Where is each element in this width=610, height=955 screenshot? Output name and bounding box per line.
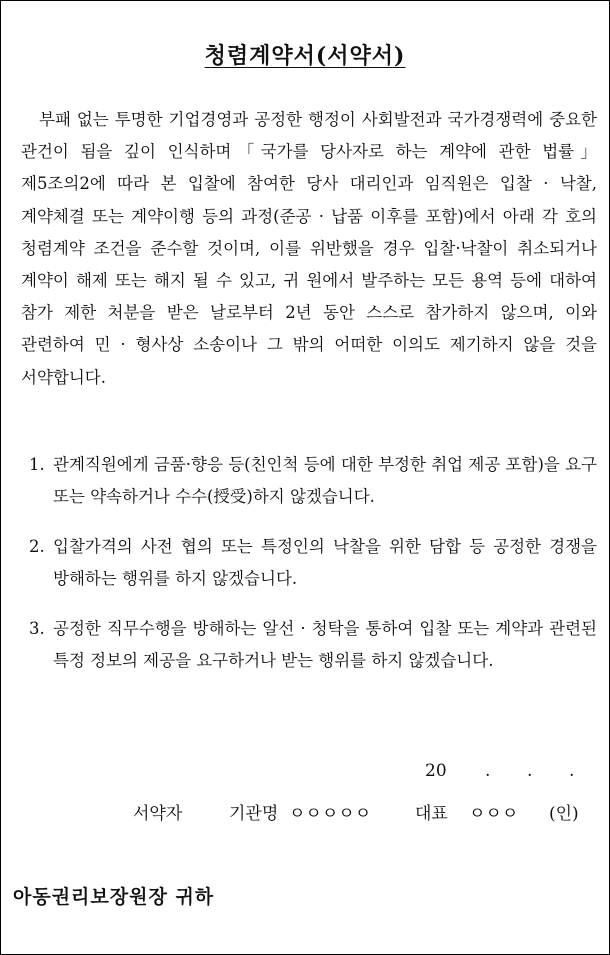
pledge-item-text: 입찰가격의 사전 협의 또는 특정인의 낙찰을 위한 담합 등 공정한 경쟁을 방해하는 행위를 하지 않겠습니다.: [53, 537, 597, 588]
pledge-item-1: [29, 449, 597, 513]
pledge-item-text: 공정한 직무수행을 방해하는 알선 · 청탁을 통하여 입찰 또는 계약과 관련된 특정 정보의 제공을 요구하거나 받는 행위를 하지 않겠습니다.: [53, 619, 597, 670]
date-separator: .: [569, 761, 575, 781]
pledge-item-2: [29, 531, 597, 595]
pledge-item-3: [29, 613, 597, 677]
signer-label: 서약자: [133, 804, 183, 824]
date-year: 20: [425, 761, 447, 781]
date-line: [425, 761, 610, 781]
date-separator: .: [485, 761, 491, 781]
pledge-item-number: 3.: [29, 619, 45, 638]
signer-line: [133, 799, 597, 824]
intro-paragraph: 부패 없는 투명한 기업경영과 공정한 행정이 사회발전과 국가경쟁력에 중요한 관건이 됨을 깊이 인식하며「국가를 당사자로 하는 계약에 관한 법률」제5조의2에 따라 본 입찰에 참여한 당사 대리인과 임직원은 입찰 · 낙찰, 계약체결 또는 계약이행 등의 과정(준공 · 납품 이후를 포함)에서 아래 각 호의 청렴계약 조건을 준수할 것이며, 이를 위반했을 경우 입찰·낙찰이 취소되거나 계약이 해제 또는 해지 될 수 있고, 귀 원에서 발주하는 모든 용역 등에 대하여 참가 제한 처분을 받은 날로부터 2년 동안 스스로 참가하지 않으며, 이와 관련하여 민 · 형사상 소송이나 그 밖의 어떠한 이의도 제기하지 않을 것을 서약합니다.: [21, 110, 597, 387]
org-label: 기관명: [229, 804, 279, 824]
rep-value: ㅇㅇㅇ: [469, 804, 519, 824]
pledge-item-text: 관계직원에게 금품·향응 등(친인척 등에 대한 부정한 취업 제공 포함)을 요구 또는 약속하거나 수수(授受)하지 않겠습니다.: [53, 455, 597, 506]
pledge-item-number: 2.: [29, 537, 45, 556]
date-separator: .: [527, 761, 533, 781]
seal-mark: (인): [549, 804, 579, 824]
recipient-line: 아동권리보장원장 귀하: [13, 886, 215, 908]
org-value: ㅇㅇㅇㅇㅇ: [289, 804, 372, 824]
document-title-text: 청렴계약서(서약서): [204, 43, 406, 69]
rep-label: 대표: [415, 804, 448, 824]
document-title: [1, 39, 609, 70]
pledge-item-number: 1.: [29, 455, 45, 474]
pledge-items: [29, 449, 597, 695]
